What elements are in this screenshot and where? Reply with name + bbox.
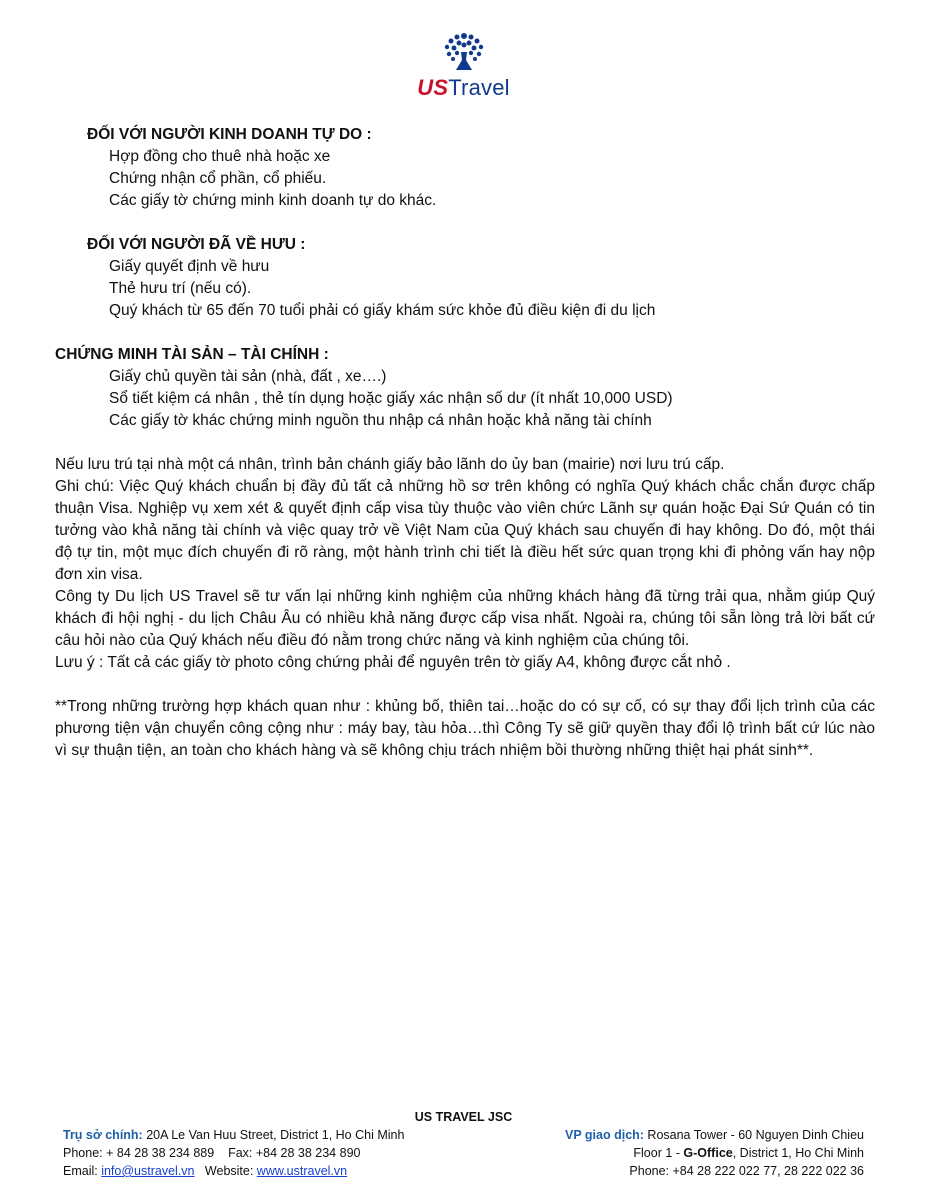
floor-suffix: , District 1, Ho Chi Minh [732,1146,864,1160]
tree-icon [440,30,488,74]
list-item: Các giấy tờ khác chứng minh nguồn thu nhập cá nhân hoặc khả năng tài chính [109,412,652,429]
vp-address: Rosana Tower - 60 Nguyen Dinh Chieu [643,1128,864,1142]
vp-phone: Phone: +84 28 222 022 77, 28 222 022 36 [629,1164,864,1178]
company-name: US TRAVEL JSC [414,1110,513,1124]
list-item: Các giấy tờ chứng minh kinh doanh tự do khác. [109,192,437,209]
list-item: Sổ tiết kiệm cá nhân , thẻ tín dụng hoặc giấy xác nhận số dư (ít nhất 10,000 USD) [109,390,673,407]
hq-label: Trụ sở chính: [63,1128,143,1142]
paragraph-cong-ty: Công ty Du lịch US Travel sẽ tư vấn lại những kinh nghiệm của những khách hàng đã từng trải qua, nhằm giúp Quý khách đi hội nghị - du lịch Châu Âu có nhiều khả năng được cấp visa nhất. Ngoài ra, chúng tôi sẵn lòng trả lời bất cứ câu hỏi nào của Quý khách nếu điều đó nằm trong chức năng và kinh nghiệm của chúng tôi. [55,588,875,649]
list-item: Thẻ hưu trí (nếu có). [109,280,252,297]
list-item: Giấy quyết định về hưu [109,258,270,275]
page-footer [0,1108,927,1182]
list-item: Giấy chủ quyền tài sản (nhà, đất , xe….) [109,368,387,385]
section-title-kinh-doanh: ĐỐI VỚI NGƯỜI KINH DOANH TỰ DO : [87,126,372,143]
footer-office [565,1126,864,1180]
disclaimer-note: **Trong những trường hợp khách quan như : khủng bố, thiên tai…hoặc do có sự cố, có sự thay đổi lịch trình của các phương tiện vận chuyển công cộng như : máy bay, tàu hỏa…thì Công Ty sẽ giữ quyền thay đổi lộ trình bất cứ lúc nào vì sự thuận tiện, an toàn cho khách hàng và sẽ không chịu trách nhiệm bồi thường những thiệt hại phát sinh**. [55,698,875,759]
footer-headquarters [63,1126,404,1180]
document-body [55,124,875,762]
website-label: Website: [194,1164,257,1178]
list-item: Chứng nhận cổ phần, cổ phiếu. [109,170,327,187]
list-item: Hợp đồng cho thuê nhà hoặc xe [109,148,331,165]
paragraph-ghi-chu: Ghi chú: Việc Quý khách chuẩn bị đầy đủ tất cả những hồ sơ trên không có nghĩa Quý khách chắc chắn được chấp thuận Visa. Nghiệp vụ xem xét & quyết định cấp visa tùy thuộc vào viên chức Lãnh sự quán hoặc Đại Sứ Quán có tin tưởng vào khả năng tài chính và việc quay trở về Việt Nam của Quý khách sau chuyến đi hay không. Do đó, một thái độ tự tin, một mục đích chuyến đi rõ ràng, một hành trình chi tiết là điều hết sức quan trọng khi đi phỏng vấn hay nộp đơn xin visa. [55,478,875,583]
logo [0,30,927,100]
brand-travel: Travel [448,75,510,100]
hq-phone: Phone: + 84 28 38 234 889 Fax: +84 28 38 234 890 [63,1146,361,1160]
list-item: Quý khách từ 65 đến 70 tuổi phải có giấy khám sức khỏe đủ điều kiện đi du lịch [109,302,656,319]
section-title-ve-huu: ĐỐI VỚI NGƯỜI ĐÃ VỀ HƯU : [87,236,306,253]
floor-office: G-Office [683,1146,733,1160]
email-link[interactable]: info@ustravel.vn [101,1164,195,1178]
website-link[interactable]: www.ustravel.vn [256,1164,348,1178]
section-title-tai-san: CHỨNG MINH TÀI SẢN – TÀI CHÍNH : [55,346,329,363]
floor-prefix: Floor 1 - [633,1146,684,1160]
vp-label: VP giao dịch: [565,1128,644,1142]
brand-us: US [417,75,449,100]
paragraph-luu-tru: Nếu lưu trú tại nhà một cá nhân, trình bản chánh giấy bảo lãnh do ủy ban (mairie) nơi lưu trú cấp. [55,456,725,473]
brand-name [0,76,927,100]
hq-address: 20A Le Van Huu Street, District 1, Ho Chi Minh [142,1128,405,1142]
email-label: Email: [63,1164,102,1178]
paragraph-luu-y: Lưu ý : Tất cả các giấy tờ photo công chứng phải để nguyên trên tờ giấy A4, không được cắt nhỏ . [55,654,731,671]
